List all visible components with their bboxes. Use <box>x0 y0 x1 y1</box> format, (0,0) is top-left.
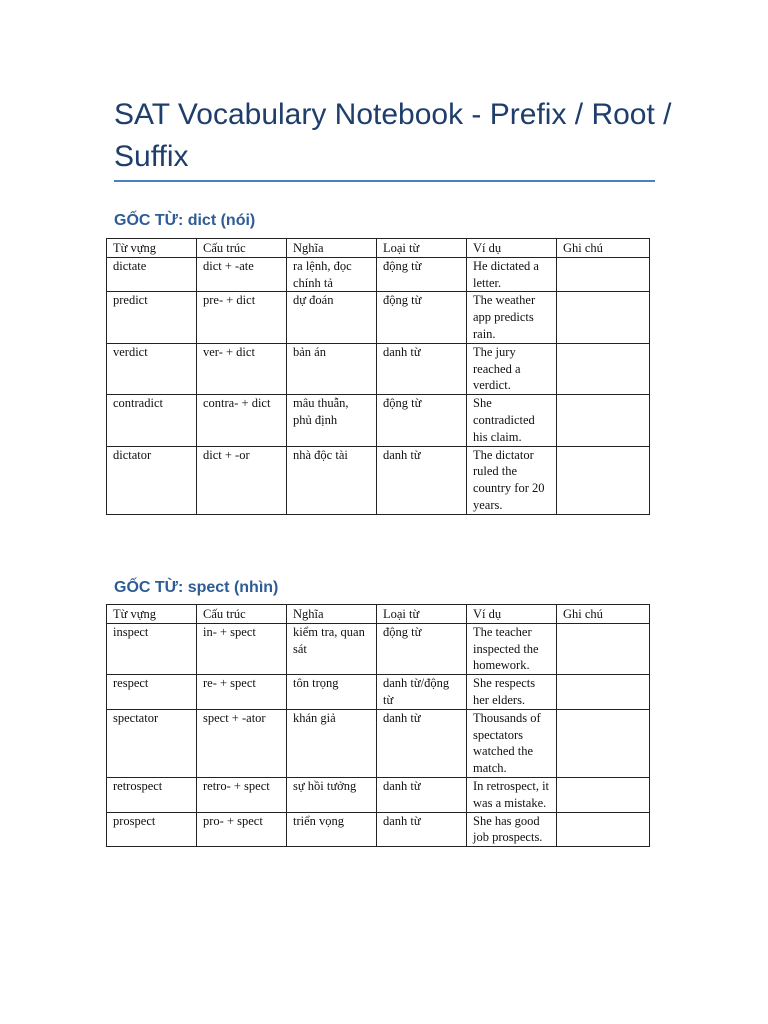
cell-example: She has good job prospects. <box>467 812 557 847</box>
cell-word: predict <box>107 292 197 343</box>
table-row <box>107 446 650 514</box>
cell-word: spectator <box>107 709 197 777</box>
cell-meaning: sự hồi tưởng <box>287 777 377 812</box>
cell-word-type: danh từ <box>377 446 467 514</box>
cell-note <box>557 446 650 514</box>
vocab-table-spect <box>106 604 650 847</box>
page-title: SAT Vocabulary Notebook - Prefix / Root / Suffix <box>114 98 672 173</box>
cell-word: contradict <box>107 395 197 446</box>
cell-word: prospect <box>107 812 197 847</box>
cell-word: retrospect <box>107 777 197 812</box>
cell-structure: contra- + dict <box>197 395 287 446</box>
table-row <box>107 675 650 710</box>
table-row <box>107 623 650 674</box>
column-header-word-type: Loại từ <box>377 605 467 624</box>
cell-meaning: tôn trọng <box>287 675 377 710</box>
column-header-note: Ghi chú <box>557 605 650 624</box>
cell-structure: dict + -or <box>197 446 287 514</box>
cell-word-type: động từ <box>377 395 467 446</box>
cell-meaning: nhà độc tài <box>287 446 377 514</box>
cell-note <box>557 675 650 710</box>
column-header-word: Từ vựng <box>107 605 197 624</box>
cell-note <box>557 812 650 847</box>
cell-note <box>557 292 650 343</box>
cell-meaning: dự đoán <box>287 292 377 343</box>
cell-structure: dict + -ate <box>197 257 287 292</box>
cell-word-type: danh từ <box>377 812 467 847</box>
cell-note <box>557 777 650 812</box>
column-header-note: Ghi chú <box>557 239 650 258</box>
cell-example: The weather app predicts rain. <box>467 292 557 343</box>
cell-example: The jury reached a verdict. <box>467 343 557 394</box>
column-header-word: Từ vựng <box>107 239 197 258</box>
table-row <box>107 709 650 777</box>
cell-word: dictate <box>107 257 197 292</box>
cell-structure: in- + spect <box>197 623 287 674</box>
column-header-example: Ví dụ <box>467 239 557 258</box>
cell-structure: retro- + spect <box>197 777 287 812</box>
table-header-row <box>107 605 650 624</box>
cell-word-type: động từ <box>377 623 467 674</box>
cell-note <box>557 623 650 674</box>
cell-word-type: danh từ <box>377 709 467 777</box>
cell-note <box>557 257 650 292</box>
cell-word-type: danh từ/động từ <box>377 675 467 710</box>
column-header-example: Ví dụ <box>467 605 557 624</box>
cell-meaning: bản án <box>287 343 377 394</box>
cell-structure: re- + spect <box>197 675 287 710</box>
cell-meaning: mâu thuẫn, phủ định <box>287 395 377 446</box>
table-row <box>107 777 650 812</box>
cell-example: Thousands of spectators watched the match. <box>467 709 557 777</box>
cell-structure: pre- + dict <box>197 292 287 343</box>
column-header-meaning: Nghĩa <box>287 605 377 624</box>
cell-meaning: kiểm tra, quan sát <box>287 623 377 674</box>
cell-example: He dictated a letter. <box>467 257 557 292</box>
column-header-word-type: Loại từ <box>377 239 467 258</box>
cell-word-type: động từ <box>377 292 467 343</box>
section-heading-dict: GỐC TỪ: dict (nói) <box>114 212 256 229</box>
cell-structure: spect + -ator <box>197 709 287 777</box>
table-row <box>107 395 650 446</box>
cell-word: inspect <box>107 623 197 674</box>
cell-note <box>557 343 650 394</box>
cell-example: The dictator ruled the country for 20 years. <box>467 446 557 514</box>
cell-example: The teacher inspected the homework. <box>467 623 557 674</box>
column-header-structure: Cấu trúc <box>197 605 287 624</box>
cell-word-type: danh từ <box>377 777 467 812</box>
cell-structure: pro- + spect <box>197 812 287 847</box>
cell-word: respect <box>107 675 197 710</box>
column-header-structure: Cấu trúc <box>197 239 287 258</box>
title-divider <box>114 180 655 182</box>
section-heading-spect: GỐC TỪ: spect (nhìn) <box>114 579 279 596</box>
cell-note <box>557 709 650 777</box>
table-row <box>107 292 650 343</box>
cell-meaning: khán giả <box>287 709 377 777</box>
table-row <box>107 343 650 394</box>
cell-example: She contradicted his claim. <box>467 395 557 446</box>
cell-structure: ver- + dict <box>197 343 287 394</box>
cell-meaning: triển vọng <box>287 812 377 847</box>
cell-note <box>557 395 650 446</box>
vocab-table-dict <box>106 238 650 515</box>
table-row <box>107 257 650 292</box>
cell-word: dictator <box>107 446 197 514</box>
cell-word-type: danh từ <box>377 343 467 394</box>
cell-example: In retrospect, it was a mistake. <box>467 777 557 812</box>
cell-example: She respects her elders. <box>467 675 557 710</box>
cell-word: verdict <box>107 343 197 394</box>
cell-meaning: ra lệnh, đọc chính tả <box>287 257 377 292</box>
table-header-row <box>107 239 650 258</box>
column-header-meaning: Nghĩa <box>287 239 377 258</box>
cell-word-type: động từ <box>377 257 467 292</box>
table-row <box>107 812 650 847</box>
